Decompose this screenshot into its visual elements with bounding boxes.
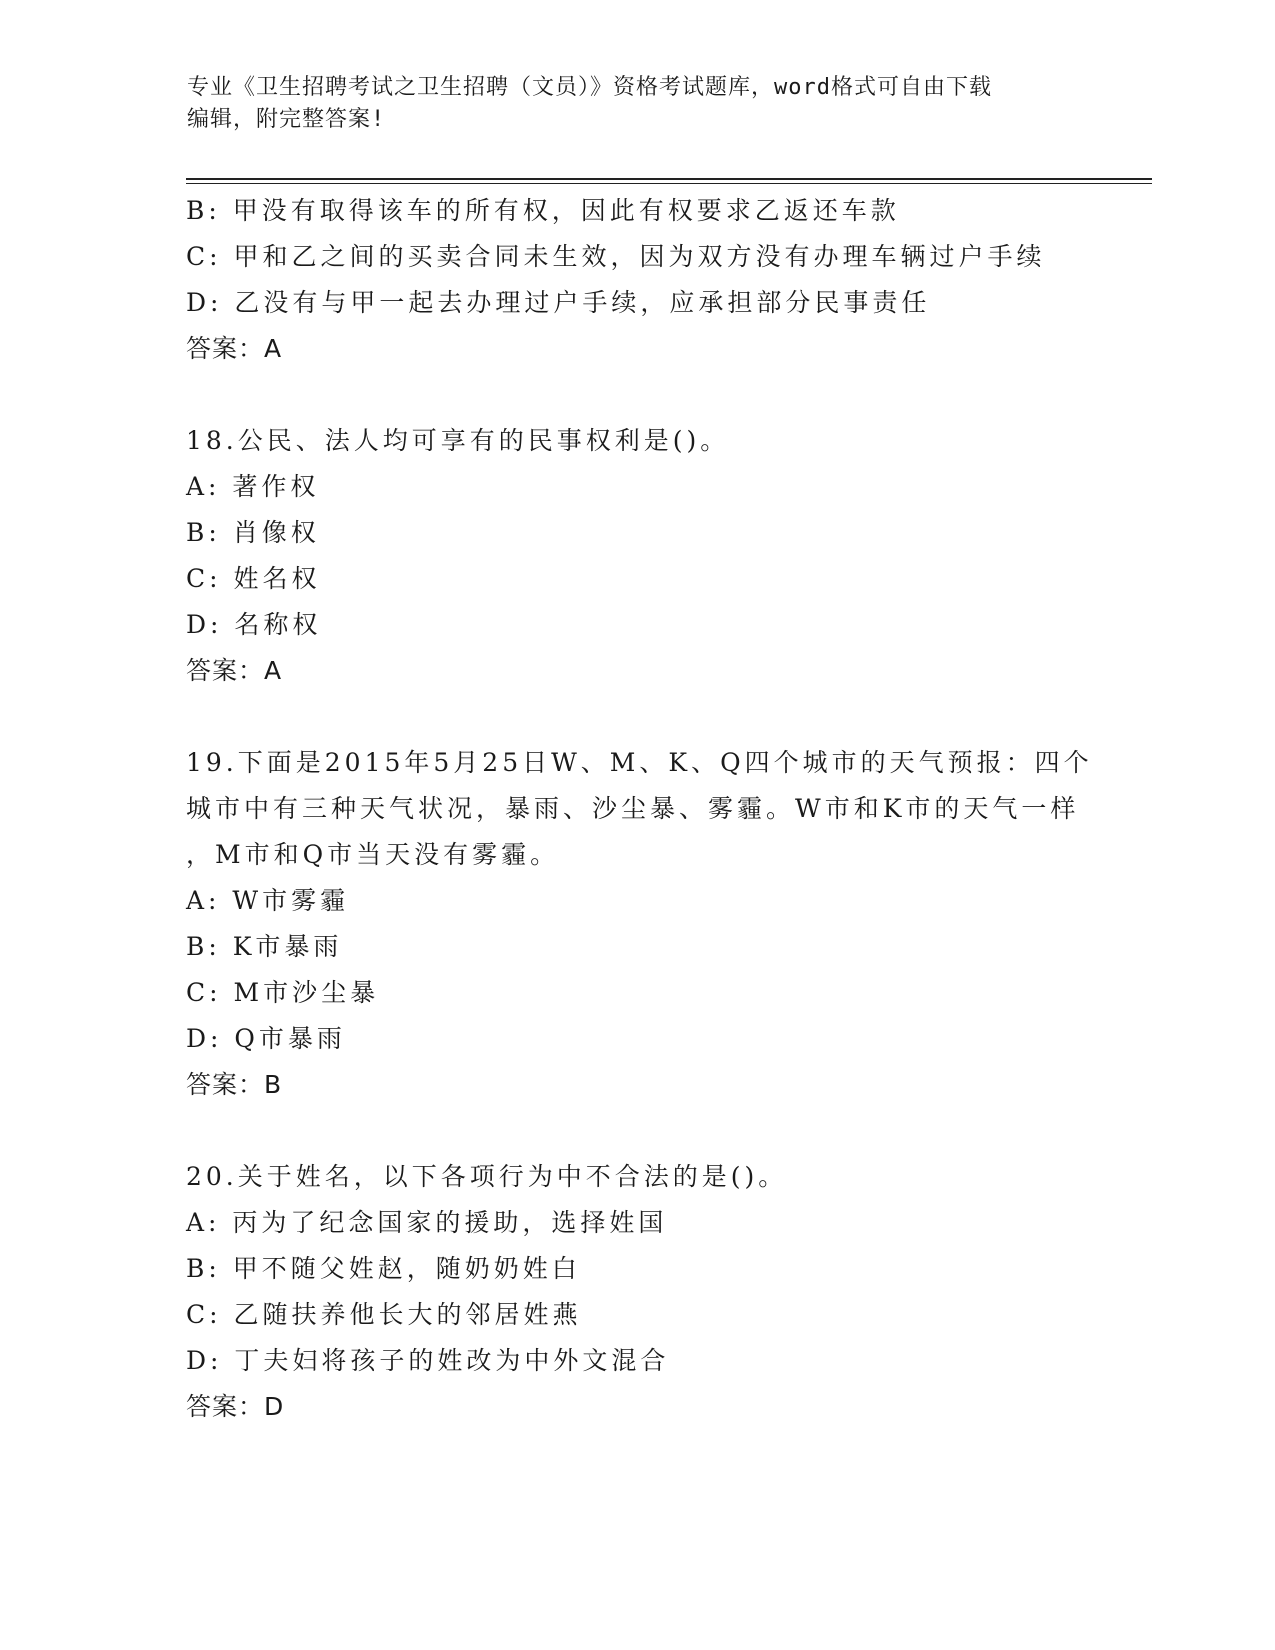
question-text: 20.关于姓名，以下各项行为中不合法的是()。 [186, 1162, 788, 1191]
question-17 [186, 188, 1186, 372]
option-c: C: 乙随扶养他长大的邻居姓燕 [186, 1300, 582, 1329]
question-text: 18.公民、法人均可享有的民事权利是()。 [186, 426, 730, 455]
option-c: C: 姓名权 [186, 564, 321, 593]
header-divider [186, 178, 1152, 180]
header-line-1: 专业《卫生招聘考试之卫生招聘（文员）》资格考试题库，word格式可自由下载 [187, 75, 992, 100]
header-divider-thin [186, 183, 1152, 184]
question-20 [186, 1154, 1186, 1430]
option-c: C: 甲和乙之间的买卖合同未生效，因为双方没有办理车辆过户手续 [186, 242, 1046, 271]
option-b: B: 甲没有取得该车的所有权，因此有权要求乙返还车款 [186, 196, 900, 225]
question-18 [186, 418, 1186, 694]
answer-label: 答案：B [186, 1070, 283, 1099]
question-text-line-2: 城市中有三种天气状况，暴雨、沙尘暴、雾霾。W市和K市的天气一样 [186, 794, 1080, 823]
header-line-2: 编辑，附完整答案! [187, 107, 386, 132]
option-d: D: 名称权 [186, 610, 322, 639]
option-a: A: W市雾霾 [186, 886, 350, 915]
option-d: D: 丁夫妇将孩子的姓改为中外文混合 [186, 1346, 670, 1375]
option-b: B: 肖像权 [186, 518, 320, 547]
answer-label: 答案：A [186, 656, 283, 685]
option-d: D: Q市暴雨 [186, 1024, 346, 1053]
answer-label: 答案：A [186, 334, 283, 363]
question-list [186, 188, 1186, 1430]
option-a: A: 著作权 [186, 472, 320, 501]
document-header [187, 72, 1087, 136]
option-c: C: M市沙尘暴 [186, 978, 380, 1007]
option-b: B: K市暴雨 [186, 932, 343, 961]
option-b: B: 甲不随父姓赵，随奶奶姓白 [186, 1254, 581, 1283]
answer-label: 答案：D [186, 1392, 285, 1421]
question-text-line-1: 19.下面是2015年5月25日W、M、K、Q四个城市的天气预报：四个 [186, 748, 1093, 777]
question-19 [186, 740, 1186, 1108]
option-a: A: 丙为了纪念国家的援助，选择姓国 [186, 1208, 668, 1237]
option-d: D: 乙没有与甲一起去办理过户手续，应承担部分民事责任 [186, 288, 931, 317]
question-text-line-3: ，M市和Q市当天没有雾霾。 [186, 840, 560, 869]
